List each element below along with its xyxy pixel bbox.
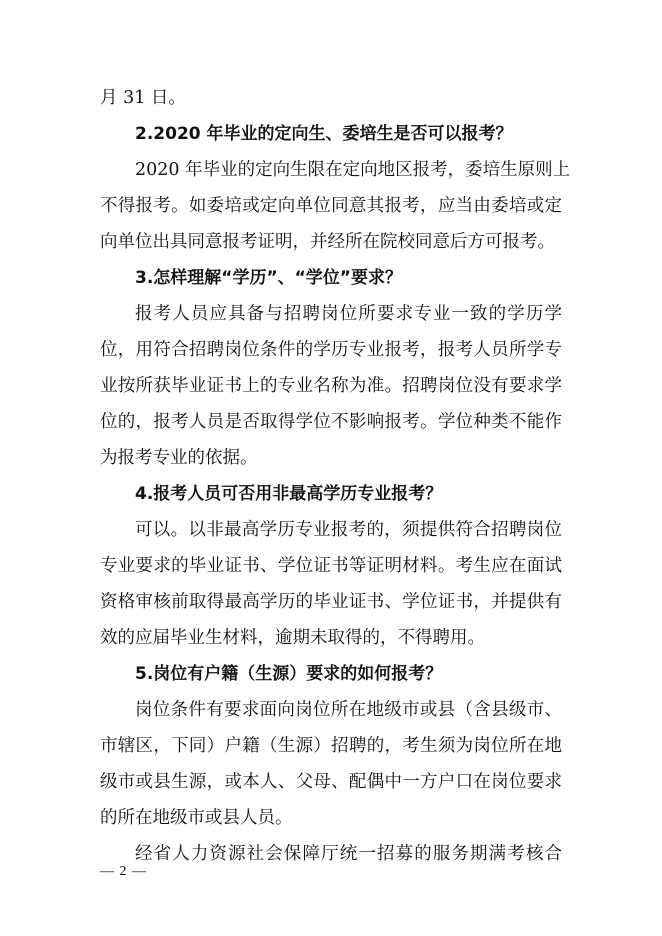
body-text-line: 位的，报考人员是否取得学位不影响报考。学位种类不能作 (100, 412, 562, 432)
section-heading-3: 3.怎样理解“学历”、“学位”要求？ (135, 268, 402, 288)
body-text-line: 岗位条件有要求面向岗位所在地级市或县（含县级市、 (135, 700, 562, 720)
body-text-line: 经省人力资源社会保障厅统一招募的服务期满考核合 (135, 844, 562, 864)
body-text-line: 报考人员应具备与招聘岗位所要求专业一致的学历学 (135, 304, 562, 324)
body-text-line: 专业要求的毕业证书、学位证书等证明材料。考生应在面试 (100, 556, 562, 576)
body-text-line: 位，用符合招聘岗位条件的学历专业报考，报考人员所学专 (100, 340, 562, 360)
body-text-line: 业按所获毕业证书上的专业名称为准。招聘岗位没有要求学 (100, 376, 562, 396)
body-text-line: 效的应届毕业生材料，逾期未取得的，不得聘用。 (100, 628, 485, 648)
body-text-line: 向单位出具同意报考证明，并经所在院校同意后方可报考。 (100, 232, 555, 252)
body-text-line: 月 31 日。 (100, 88, 186, 108)
body-text-line: 级市或县生源，或本人、父母、配偶中一方户口在岗位要求 (100, 772, 562, 792)
body-text-line: 可以。以非最高学历专业报考的，须提供符合招聘岗位 (135, 520, 562, 540)
page-number: — 2 — (100, 864, 147, 879)
section-heading-4: 4.报考人员可否用非最高学历专业报考？ (135, 484, 443, 504)
body-text-line: 的所在地级市或县人员。 (100, 808, 293, 828)
body-text-line: 资格审核前取得最高学历的毕业证书、学位证书，并提供有 (100, 592, 562, 612)
body-text-line: 为报考专业的依据。 (100, 448, 258, 468)
body-text-line: 不得报考。如委培或定向单位同意其报考，应当由委培或定 (100, 196, 562, 216)
body-text-line: 2020 年毕业的定向生限在定向地区报考，委培生原则上 (135, 160, 571, 180)
document-page (100, 80, 571, 872)
section-heading-5: 5.岗位有户籍（生源）要求的如何报考？ (135, 664, 443, 684)
section-heading-2: 2.2020 年毕业的定向生、委培生是否可以报考？ (135, 124, 513, 144)
body-text-line: 市辖区，下同）户籍（生源）招聘的，考生须为岗位所在地 (100, 736, 562, 756)
